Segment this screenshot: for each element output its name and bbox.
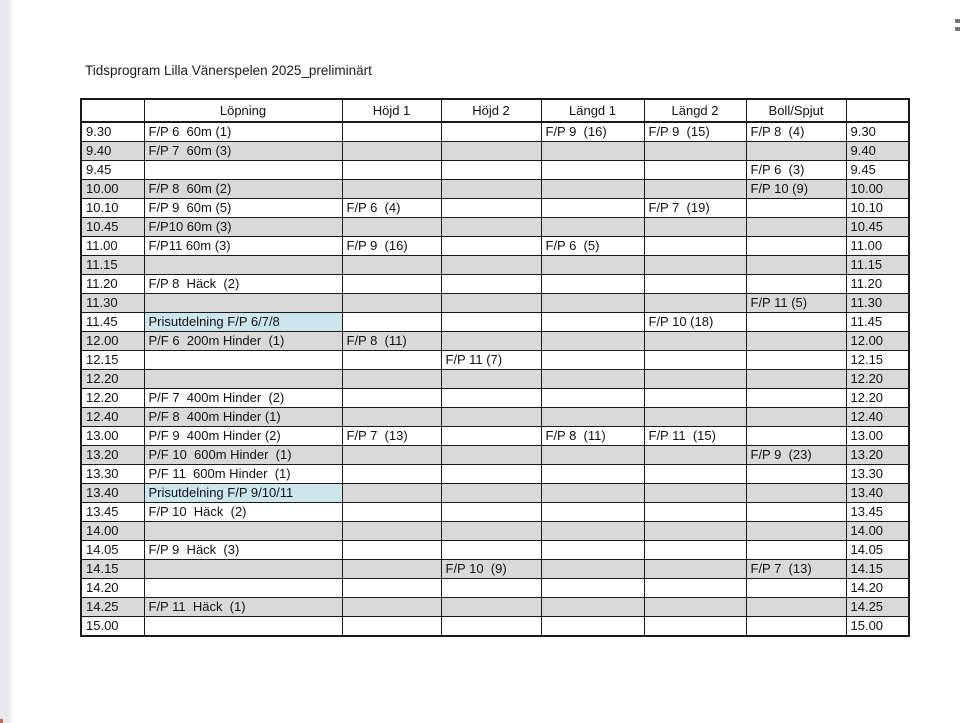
cell-lopning: P/F 7 400m Hinder (2) [144, 389, 342, 408]
cell-time-left: 14.20 [81, 579, 144, 598]
cell-time-left: 14.05 [81, 541, 144, 560]
cell-hojd1 [342, 389, 441, 408]
cell-hojd2 [441, 275, 541, 294]
cell-lopning: F/P 8 60m (2) [144, 180, 342, 199]
cell-langd1: F/P 6 (5) [541, 237, 644, 256]
cell-boll-spjut [746, 275, 846, 294]
cell-time-left: 10.00 [81, 180, 144, 199]
cell-time-left: 13.30 [81, 465, 144, 484]
table-row [81, 408, 909, 427]
cell-lopning: P/F 6 200m Hinder (1) [144, 332, 342, 351]
cell-time-right: 10.00 [846, 180, 909, 199]
cell-hojd1 [342, 408, 441, 427]
table-row [81, 218, 909, 237]
cell-langd2 [644, 332, 746, 351]
cell-hojd2 [441, 408, 541, 427]
cell-lopning: F/P 10 Häck (2) [144, 503, 342, 522]
cell-hojd2 [441, 142, 541, 161]
cell-boll-spjut [746, 218, 846, 237]
table-row [81, 142, 909, 161]
cell-time-right: 13.30 [846, 465, 909, 484]
cell-langd1 [541, 579, 644, 598]
cell-time-right: 13.00 [846, 427, 909, 446]
cell-time-left: 13.00 [81, 427, 144, 446]
cell-time-left: 12.15 [81, 351, 144, 370]
cell-hojd2 [441, 370, 541, 389]
column-header-lopning: Löpning [144, 99, 342, 122]
cell-langd2: F/P 7 (19) [644, 199, 746, 218]
cell-langd1 [541, 446, 644, 465]
cell-boll-spjut [746, 237, 846, 256]
cell-hojd1: F/P 7 (13) [342, 427, 441, 446]
cell-lopning [144, 579, 342, 598]
cell-boll-spjut [746, 465, 846, 484]
cell-langd2 [644, 256, 746, 275]
cell-hojd1 [342, 598, 441, 617]
cell-lopning: Prisutdelning F/P 6/7/8 [144, 313, 342, 332]
cell-time-left: 11.15 [81, 256, 144, 275]
cell-time-left: 13.20 [81, 446, 144, 465]
cell-time-left: 11.20 [81, 275, 144, 294]
table-row [81, 389, 909, 408]
cell-time-right: 14.00 [846, 522, 909, 541]
cell-hojd1 [342, 503, 441, 522]
cell-hojd1 [342, 351, 441, 370]
table-row [81, 332, 909, 351]
cell-lopning [144, 560, 342, 579]
cell-hojd2 [441, 180, 541, 199]
cell-langd1 [541, 541, 644, 560]
header-row [81, 99, 909, 122]
cell-hojd2 [441, 484, 541, 503]
cell-langd2 [644, 389, 746, 408]
cell-time-left: 12.20 [81, 370, 144, 389]
table-row [81, 541, 909, 560]
cell-langd1 [541, 180, 644, 199]
table-row [81, 180, 909, 199]
cell-boll-spjut: F/P 9 (23) [746, 446, 846, 465]
cell-lopning: F/P 9 Häck (3) [144, 541, 342, 560]
cell-time-right: 14.05 [846, 541, 909, 560]
cell-langd1 [541, 522, 644, 541]
cell-langd1 [541, 294, 644, 313]
cell-langd2 [644, 522, 746, 541]
cell-langd1 [541, 617, 644, 637]
cell-hojd2 [441, 522, 541, 541]
cell-lopning [144, 370, 342, 389]
cell-hojd2 [441, 218, 541, 237]
cell-boll-spjut: F/P 10 (9) [746, 180, 846, 199]
table-row [81, 598, 909, 617]
cell-time-right: 14.25 [846, 598, 909, 617]
cell-time-left: 13.45 [81, 503, 144, 522]
schedule-table-body [81, 122, 909, 636]
table-row [81, 503, 909, 522]
cell-langd2 [644, 142, 746, 161]
cell-time-right: 9.40 [846, 142, 909, 161]
cell-hojd2 [441, 199, 541, 218]
cell-time-left: 11.45 [81, 313, 144, 332]
cell-hojd1 [342, 180, 441, 199]
cell-hojd2 [441, 427, 541, 446]
cell-time-left: 9.30 [81, 122, 144, 142]
cell-hojd1 [342, 218, 441, 237]
column-header-langd1: Längd 1 [541, 99, 644, 122]
cell-hojd2 [441, 446, 541, 465]
cell-hojd1 [342, 522, 441, 541]
cell-lopning: P/F 9 400m Hinder (2) [144, 427, 342, 446]
cell-time-right: 12.20 [846, 389, 909, 408]
page-edge-strip [0, 0, 14, 723]
cell-boll-spjut [746, 503, 846, 522]
cell-hojd1 [342, 256, 441, 275]
cell-hojd2 [441, 465, 541, 484]
cell-langd1 [541, 503, 644, 522]
table-row [81, 579, 909, 598]
cell-time-right: 11.30 [846, 294, 909, 313]
cell-langd2 [644, 351, 746, 370]
cell-langd1 [541, 484, 644, 503]
cell-lopning: F/P10 60m (3) [144, 218, 342, 237]
cell-lopning: F/P 9 60m (5) [144, 199, 342, 218]
cell-lopning: P/F 11 600m Hinder (1) [144, 465, 342, 484]
cell-hojd2 [441, 541, 541, 560]
schedule-table [80, 98, 910, 637]
cell-boll-spjut: F/P 6 (3) [746, 161, 846, 180]
cell-time-left: 12.40 [81, 408, 144, 427]
cell-langd1 [541, 142, 644, 161]
cell-langd1 [541, 370, 644, 389]
cell-lopning: F/P 11 Häck (1) [144, 598, 342, 617]
cell-time-right: 10.10 [846, 199, 909, 218]
cell-lopning [144, 617, 342, 637]
cell-boll-spjut [746, 427, 846, 446]
cell-langd1 [541, 389, 644, 408]
table-row [81, 199, 909, 218]
cell-langd2 [644, 237, 746, 256]
cell-time-left: 11.30 [81, 294, 144, 313]
cell-langd1 [541, 560, 644, 579]
cell-time-left: 15.00 [81, 617, 144, 637]
cell-hojd2 [441, 256, 541, 275]
cell-time-right: 10.45 [846, 218, 909, 237]
cell-hojd1 [342, 370, 441, 389]
cell-boll-spjut [746, 598, 846, 617]
cell-time-left: 14.00 [81, 522, 144, 541]
cell-lopning: F/P 6 60m (1) [144, 122, 342, 142]
cell-langd2 [644, 465, 746, 484]
table-row [81, 484, 909, 503]
page-title: Tidsprogram Lilla Vänerspelen 2025_preliminärt [85, 63, 372, 78]
cell-time-right: 11.15 [846, 256, 909, 275]
cell-langd2 [644, 161, 746, 180]
cell-langd1 [541, 313, 644, 332]
column-header-hojd2: Höjd 2 [441, 99, 541, 122]
table-row [81, 275, 909, 294]
cell-hojd2 [441, 389, 541, 408]
column-header-hojd1: Höjd 1 [342, 99, 441, 122]
cell-hojd2 [441, 579, 541, 598]
table-row [81, 522, 909, 541]
cell-langd1 [541, 598, 644, 617]
cell-time-right: 13.45 [846, 503, 909, 522]
cell-boll-spjut [746, 199, 846, 218]
cell-hojd1 [342, 161, 441, 180]
cell-time-right: 11.20 [846, 275, 909, 294]
cell-hojd2 [441, 313, 541, 332]
cell-time-left: 12.00 [81, 332, 144, 351]
cell-langd1 [541, 275, 644, 294]
cell-time-right: 12.40 [846, 408, 909, 427]
cell-boll-spjut [746, 617, 846, 637]
cell-lopning [144, 161, 342, 180]
table-row [81, 161, 909, 180]
cell-langd1 [541, 218, 644, 237]
cell-lopning [144, 256, 342, 275]
cell-boll-spjut [746, 313, 846, 332]
table-row [81, 351, 909, 370]
cell-lopning: P/F 8 400m Hinder (1) [144, 408, 342, 427]
cell-time-right: 12.15 [846, 351, 909, 370]
cell-time-right: 9.45 [846, 161, 909, 180]
cell-langd2 [644, 598, 746, 617]
cell-langd2 [644, 560, 746, 579]
table-row [81, 370, 909, 389]
cell-time-right: 11.45 [846, 313, 909, 332]
column-header-langd2: Längd 2 [644, 99, 746, 122]
clipped-edge-artifact [954, 19, 960, 33]
cell-boll-spjut [746, 370, 846, 389]
cell-boll-spjut [746, 522, 846, 541]
cell-hojd1 [342, 122, 441, 142]
column-header-boll-spjut: Boll/Spjut [746, 99, 846, 122]
cell-time-right: 14.15 [846, 560, 909, 579]
table-row [81, 427, 909, 446]
cell-time-left: 14.25 [81, 598, 144, 617]
cell-langd2: F/P 9 (15) [644, 122, 746, 142]
cell-hojd2 [441, 161, 541, 180]
cell-hojd2 [441, 237, 541, 256]
cell-time-right: 14.20 [846, 579, 909, 598]
cell-langd2 [644, 617, 746, 637]
cell-lopning: P/F 10 600m Hinder (1) [144, 446, 342, 465]
cell-lopning: F/P11 60m (3) [144, 237, 342, 256]
cell-langd1 [541, 351, 644, 370]
column-header-time-right [846, 99, 909, 122]
cell-langd1 [541, 408, 644, 427]
cell-boll-spjut [746, 408, 846, 427]
cell-langd1 [541, 332, 644, 351]
cell-hojd1 [342, 275, 441, 294]
cell-time-right: 13.20 [846, 446, 909, 465]
cell-langd2 [644, 579, 746, 598]
cell-time-right: 12.00 [846, 332, 909, 351]
table-row [81, 237, 909, 256]
cell-hojd2 [441, 332, 541, 351]
cell-langd1 [541, 199, 644, 218]
cell-boll-spjut: F/P 11 (5) [746, 294, 846, 313]
cell-langd2 [644, 408, 746, 427]
cell-boll-spjut: F/P 7 (13) [746, 560, 846, 579]
cell-langd2 [644, 180, 746, 199]
table-row [81, 446, 909, 465]
cell-boll-spjut [746, 256, 846, 275]
cell-time-right: 11.00 [846, 237, 909, 256]
cell-lopning [144, 351, 342, 370]
cell-langd2 [644, 484, 746, 503]
table-row [81, 465, 909, 484]
cell-hojd1 [342, 484, 441, 503]
cell-langd2 [644, 541, 746, 560]
cell-hojd1: F/P 6 (4) [342, 199, 441, 218]
cell-langd2 [644, 218, 746, 237]
cell-hojd2: F/P 10 (9) [441, 560, 541, 579]
cell-boll-spjut [746, 389, 846, 408]
cell-hojd1 [342, 579, 441, 598]
cell-boll-spjut [746, 351, 846, 370]
cell-time-left: 9.40 [81, 142, 144, 161]
cell-hojd1 [342, 142, 441, 161]
cell-boll-spjut [746, 484, 846, 503]
cell-langd1: F/P 8 (11) [541, 427, 644, 446]
cell-langd1 [541, 256, 644, 275]
cell-boll-spjut [746, 142, 846, 161]
cell-time-left: 10.45 [81, 218, 144, 237]
cell-langd2: F/P 11 (15) [644, 427, 746, 446]
cell-time-right: 12.20 [846, 370, 909, 389]
cell-lopning: Prisutdelning F/P 9/10/11 [144, 484, 342, 503]
cell-langd2 [644, 275, 746, 294]
cell-time-right: 13.40 [846, 484, 909, 503]
cell-hojd1 [342, 313, 441, 332]
cell-hojd2 [441, 122, 541, 142]
cell-hojd1 [342, 446, 441, 465]
cell-langd2 [644, 503, 746, 522]
cell-lopning [144, 522, 342, 541]
cell-hojd1 [342, 465, 441, 484]
cell-boll-spjut: F/P 8 (4) [746, 122, 846, 142]
cell-lopning [144, 294, 342, 313]
corner-artifact [0, 719, 3, 723]
table-row [81, 294, 909, 313]
cell-time-left: 12.20 [81, 389, 144, 408]
cell-hojd2 [441, 617, 541, 637]
table-row [81, 122, 909, 142]
table-row [81, 617, 909, 637]
cell-time-left: 10.10 [81, 199, 144, 218]
table-row [81, 256, 909, 275]
cell-time-right: 9.30 [846, 122, 909, 142]
cell-langd2: F/P 10 (18) [644, 313, 746, 332]
cell-time-left: 14.15 [81, 560, 144, 579]
cell-lopning: F/P 8 Häck (2) [144, 275, 342, 294]
cell-langd1 [541, 465, 644, 484]
cell-lopning: F/P 7 60m (3) [144, 142, 342, 161]
cell-hojd1 [342, 541, 441, 560]
cell-boll-spjut [746, 332, 846, 351]
cell-hojd1 [342, 617, 441, 637]
cell-langd2 [644, 294, 746, 313]
cell-hojd2 [441, 294, 541, 313]
schedule-table-header [81, 99, 909, 122]
table-row [81, 560, 909, 579]
cell-hojd2 [441, 598, 541, 617]
cell-hojd1: F/P 8 (11) [342, 332, 441, 351]
cell-langd1 [541, 161, 644, 180]
cell-time-right: 15.00 [846, 617, 909, 637]
cell-time-left: 11.00 [81, 237, 144, 256]
cell-hojd1 [342, 294, 441, 313]
cell-time-left: 13.40 [81, 484, 144, 503]
cell-langd2 [644, 370, 746, 389]
cell-time-left: 9.45 [81, 161, 144, 180]
table-row [81, 313, 909, 332]
column-header-time-left [81, 99, 144, 122]
cell-hojd1: F/P 9 (16) [342, 237, 441, 256]
cell-hojd2 [441, 503, 541, 522]
cell-boll-spjut [746, 541, 846, 560]
cell-boll-spjut [746, 579, 846, 598]
cell-hojd1 [342, 560, 441, 579]
cell-langd1: F/P 9 (16) [541, 122, 644, 142]
cell-langd2 [644, 446, 746, 465]
cell-hojd2: F/P 11 (7) [441, 351, 541, 370]
